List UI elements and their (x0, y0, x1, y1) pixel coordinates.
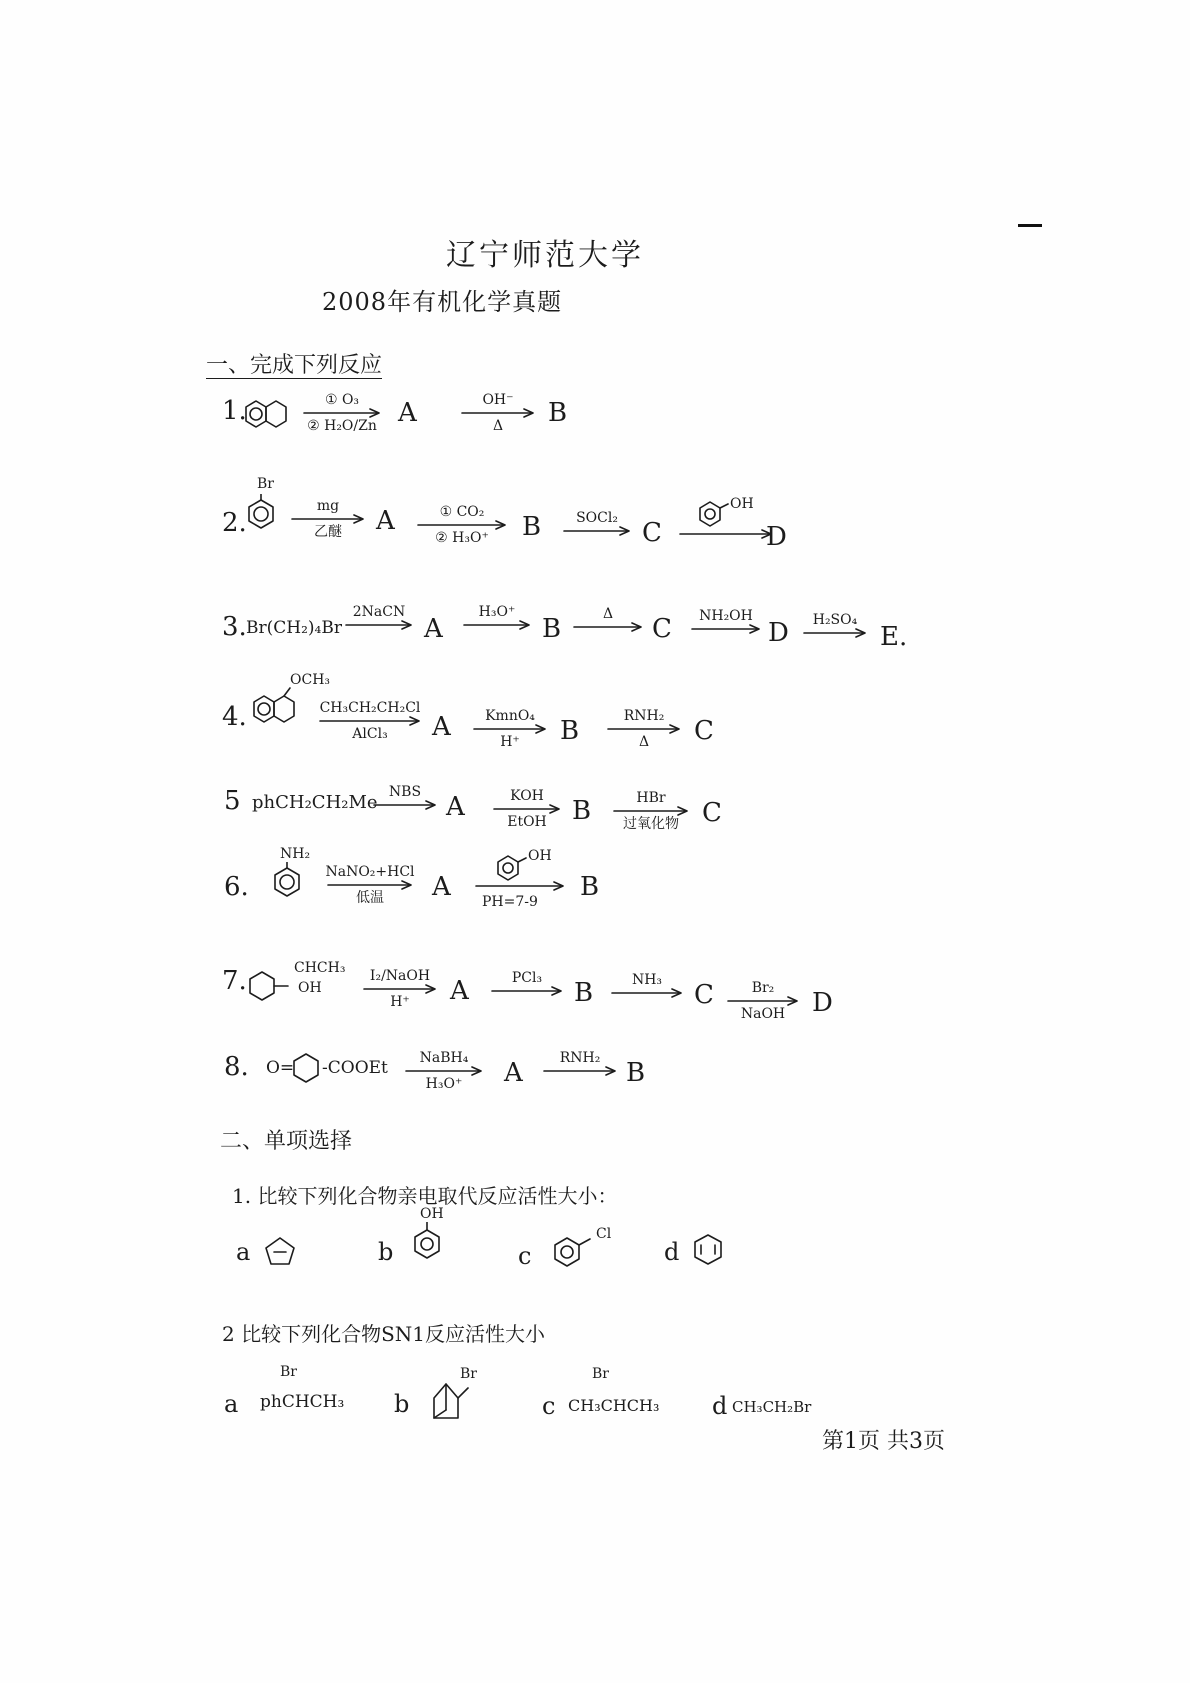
product-b: B (574, 978, 594, 1008)
product-a: A (424, 614, 443, 644)
reaction-arrow: NH₃ (610, 972, 684, 998)
product-b: B (548, 398, 568, 428)
ketone-label: O= (266, 1058, 295, 1078)
product-a: A (376, 506, 395, 536)
pyridine-structure (690, 1232, 726, 1268)
product-a: A (450, 976, 469, 1006)
substituent-label: Br (592, 1366, 609, 1382)
section2-heading: 二、单项选择 (220, 1129, 353, 1154)
option-label: a (236, 1238, 251, 1266)
reaction-arrow: NBS (372, 784, 438, 810)
reaction-arrow: NaBH₄ H₃O⁺ (404, 1050, 484, 1092)
substituent-label: CHCH₃ (294, 960, 346, 976)
product-a: A (398, 398, 417, 428)
option-label: b (378, 1238, 394, 1266)
reaction-arrow: Br₂ NaOH (726, 980, 800, 1022)
reaction-arrow: OH⁻ Δ (460, 392, 536, 434)
phenol-structure (410, 1222, 444, 1264)
reaction-number: 3. (222, 612, 247, 642)
substituent-label: OH (528, 848, 552, 864)
formula-text: phCHCH₃ (260, 1392, 345, 1412)
phenol-structure (474, 852, 566, 892)
reaction-arrow: PCl₃ (490, 970, 564, 996)
edge-mark (1018, 224, 1042, 227)
reaction-number: 4. (222, 702, 247, 732)
option-label: c (542, 1392, 556, 1420)
substituent-label: Br (257, 476, 274, 492)
starting-material: phCH₂CH₂Me (252, 792, 378, 813)
option-label: a (224, 1390, 239, 1418)
chlorobenzene-structure (550, 1234, 596, 1270)
phenol-reagent-arrow (474, 848, 566, 922)
product-a: A (504, 1058, 523, 1088)
aniline-structure (270, 862, 304, 900)
reaction-arrow: SOCl₂ (562, 510, 632, 536)
section1-heading-text: 一、完成下列反应 (206, 353, 383, 378)
reaction-arrow: HBr 过氧化物 (612, 790, 690, 832)
formula-text: CH₃CHCH₃ (568, 1396, 660, 1415)
product-c: C (694, 980, 714, 1010)
product-a: A (432, 712, 451, 742)
product-a: A (446, 792, 465, 822)
reaction-number: 5 (224, 786, 241, 816)
product-a: A (432, 872, 451, 902)
product-b: B (560, 716, 580, 746)
university-title: 辽宁师范大学 (446, 238, 644, 273)
substituent-label: OH (298, 980, 322, 996)
reaction-number: 1. (222, 396, 247, 426)
product-d: D (766, 522, 787, 552)
bromobenzene-structure (244, 494, 278, 530)
product-c: C (642, 518, 662, 548)
phenol-reagent-arrow (678, 498, 774, 542)
product-b: B (522, 512, 542, 542)
reaction-arrow: RNH₂ (542, 1050, 618, 1076)
product-d: D (812, 988, 833, 1018)
product-d: D (768, 618, 789, 648)
substituent-label: Br (460, 1366, 477, 1382)
reaction-number: 8. (224, 1052, 249, 1082)
naphthalene-structure (244, 398, 292, 432)
cyclohexanone-ring (288, 1052, 324, 1086)
reaction-arrow: KmnO₄ H⁺ (472, 708, 548, 750)
page-number: 第1页 共3页 (822, 1429, 945, 1454)
reaction-arrow: 2NaCN (344, 604, 414, 630)
phenol-structure (678, 498, 774, 542)
product-b: B (542, 614, 562, 644)
substituent-label: OH (420, 1206, 444, 1222)
product-e: E. (880, 622, 908, 652)
exam-title: 2008年有机化学真题 (322, 288, 563, 316)
question-2-text: 2 比较下列化合物SN1反应活性大小 (222, 1322, 546, 1346)
reaction-number: 6. (224, 872, 249, 902)
reaction-number: 7. (222, 966, 247, 996)
product-b: B (572, 796, 592, 826)
section1-heading (206, 348, 382, 379)
product-b: B (626, 1058, 646, 1088)
reaction-arrow: RNH₂ Δ (606, 708, 682, 750)
formula-text: CH₃CH₂Br (732, 1398, 812, 1416)
substituent-label: Cl (596, 1226, 612, 1242)
substituent-label: OCH₃ (290, 672, 331, 688)
option-label: c (518, 1242, 532, 1270)
cyclohexyl-structure (244, 968, 292, 1008)
product-c: C (694, 716, 714, 746)
reaction-arrow: NaNO₂+HCl 低温 (325, 864, 415, 906)
reaction-arrow: H₂SO₄ (802, 612, 868, 638)
reaction-arrow: H₃O⁺ (462, 604, 532, 630)
product-b: B (580, 872, 600, 902)
reaction-arrow: KOH EtOH (492, 788, 562, 830)
pyrrole-structure (262, 1234, 298, 1268)
product-c: C (652, 614, 672, 644)
reaction-arrow: mg 乙醚 (290, 498, 366, 540)
reaction-arrow: NH₂OH (690, 608, 762, 634)
ester-label: -COOEt (322, 1058, 388, 1078)
reaction-number: 2. (222, 508, 247, 538)
option-label: d (712, 1392, 728, 1420)
product-c: C (702, 798, 722, 828)
methoxynaphthalene-structure (248, 686, 304, 730)
reaction-arrow: Δ (572, 606, 644, 632)
substituent-label: NH₂ (280, 846, 311, 862)
reaction-condition: PH=7-9 (482, 894, 538, 910)
reaction-arrow: ① O₃ ② H₂O/Zn (302, 392, 382, 434)
starting-material: Br(CH₂)₄Br (246, 618, 342, 638)
reaction-arrow: CH₃CH₂CH₂Cl AlCl₃ (319, 700, 421, 742)
reaction-arrow: I₂/NaOH H⁺ (362, 968, 438, 1010)
option-label: d (664, 1238, 680, 1266)
question-1-text: 1. 比较下列化合物亲电取代反应活性大小： (232, 1184, 618, 1208)
reaction-arrow: ① CO₂ ② H₃O⁺ (416, 504, 508, 546)
option-label: b (394, 1390, 410, 1418)
substituent-label: Br (280, 1364, 297, 1380)
substituent-label: OH (730, 496, 754, 512)
